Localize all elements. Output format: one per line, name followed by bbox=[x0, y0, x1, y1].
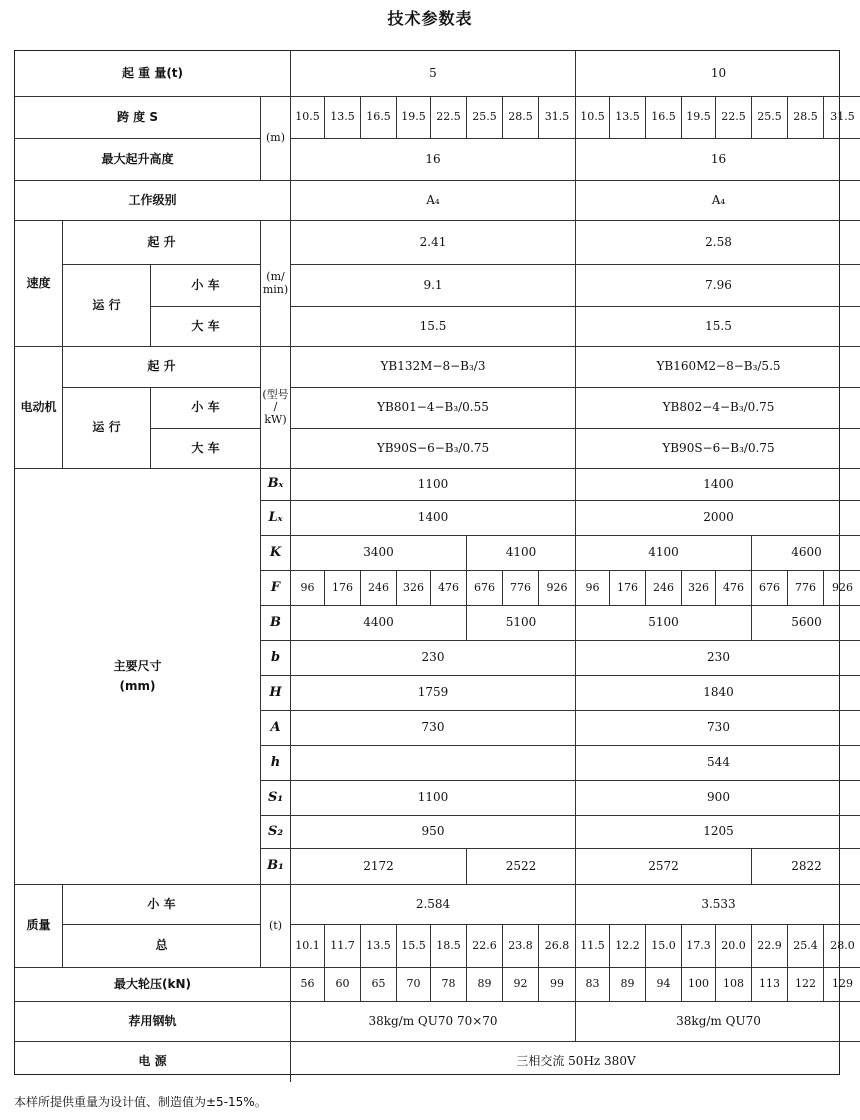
motor-travel-label: 运 行 bbox=[63, 388, 151, 469]
span-value-4: 19.5 bbox=[397, 97, 431, 139]
dim-s1-value-5t: 1100 bbox=[291, 781, 576, 816]
speed-travel-label: 运 行 bbox=[63, 265, 151, 347]
dim-f-value-8: 926 bbox=[539, 571, 576, 606]
dim-b1-value-4: 2822 bbox=[752, 849, 860, 885]
dim-k-symbol: K bbox=[261, 536, 291, 571]
dim-bx-value-5t: 1100 bbox=[291, 469, 576, 501]
max-wheel-load-value-9: 83 bbox=[576, 968, 610, 1002]
dim-b-value-5t: 230 bbox=[291, 641, 576, 676]
span-value-15: 28.5 bbox=[788, 97, 824, 139]
dim-b1-value-1: 2172 bbox=[291, 849, 467, 885]
motor-crane-label: 大 车 bbox=[151, 429, 261, 469]
rail-label: 荐用钢轨 bbox=[15, 1002, 291, 1042]
dim-f-value-2: 176 bbox=[325, 571, 361, 606]
motor-trolley-value-10t: YB802−4−B₃/0.75 bbox=[576, 388, 860, 429]
power-value: 三相交流 50Hz 380V bbox=[516, 1054, 636, 1069]
speed-unit: (m/ min) bbox=[261, 221, 291, 347]
dim-f-value-15: 776 bbox=[788, 571, 824, 606]
dim-b-value-3: 5100 bbox=[576, 606, 752, 641]
footnote: 本样所提供重量为设计值、制造值为±5-15%。 bbox=[14, 1095, 267, 1109]
span-value-12: 19.5 bbox=[682, 97, 716, 139]
span-value-9: 10.5 bbox=[576, 97, 610, 139]
mass-total-label: 总 bbox=[63, 925, 261, 968]
dim-f-value-14: 676 bbox=[752, 571, 788, 606]
dim-f-value-9: 96 bbox=[576, 571, 610, 606]
motor-hoist-label: 起 升 bbox=[63, 347, 261, 388]
mass-total-value-14: 22.9 bbox=[752, 925, 788, 968]
dim-h-symbol: h bbox=[261, 746, 291, 781]
dim-f-value-4: 326 bbox=[397, 571, 431, 606]
mass-total-value-15: 25.4 bbox=[788, 925, 824, 968]
speed-group-label: 速度 bbox=[15, 221, 63, 347]
span-value-1: 10.5 bbox=[291, 97, 325, 139]
dim-a-symbol: A bbox=[261, 711, 291, 746]
motor-crane-value-5t: YB90S−6−B₃/0.75 bbox=[291, 429, 576, 469]
mass-total-value-10: 12.2 bbox=[610, 925, 646, 968]
power-label: 电 源 bbox=[15, 1042, 291, 1082]
span-value-16: 31.5 bbox=[824, 97, 860, 139]
max-lift-height-value-5t: 16 bbox=[291, 139, 576, 181]
mass-trolley-value-10t: 3.533 bbox=[576, 885, 860, 925]
span-value-13: 22.5 bbox=[716, 97, 752, 139]
dim-f-value-13: 476 bbox=[716, 571, 752, 606]
span-value-2: 13.5 bbox=[325, 97, 361, 139]
mass-total-value-9: 11.5 bbox=[576, 925, 610, 968]
mass-total-value-3: 13.5 bbox=[361, 925, 397, 968]
speed-crane-value-10t: 15.5 bbox=[576, 307, 860, 347]
speed-trolley-value-10t: 7.96 bbox=[576, 265, 860, 307]
speed-trolley-value-5t: 9.1 bbox=[291, 265, 576, 307]
dim-s1-value-10t: 900 bbox=[576, 781, 860, 816]
dim-f-value-5: 476 bbox=[431, 571, 467, 606]
max-wheel-load-value-5: 78 bbox=[431, 968, 467, 1002]
max-wheel-load-value-2: 60 bbox=[325, 968, 361, 1002]
dim-a-value-5t: 730 bbox=[291, 711, 576, 746]
dim-s2-value-10t: 1205 bbox=[576, 816, 860, 849]
span-value-5: 22.5 bbox=[431, 97, 467, 139]
dim-k-value-4: 4600 bbox=[752, 536, 860, 571]
span-label: 跨 度 S bbox=[15, 97, 261, 139]
span-value-11: 16.5 bbox=[646, 97, 682, 139]
max-wheel-load-value-10: 89 bbox=[610, 968, 646, 1002]
dim-k-value-1: 3400 bbox=[291, 536, 467, 571]
motor-hoist-value-10t: YB160M2−8−B₃/5.5 bbox=[576, 347, 860, 388]
capacity-label: 起 重 量(t) bbox=[15, 51, 291, 97]
capacity-value-10t: 10 bbox=[576, 51, 860, 97]
mass-total-value-5: 18.5 bbox=[431, 925, 467, 968]
dim-k-value-3: 4100 bbox=[576, 536, 752, 571]
speed-hoist-value-10t: 2.58 bbox=[576, 221, 860, 265]
dim-b-symbol: B bbox=[261, 606, 291, 641]
mass-total-value-12: 17.3 bbox=[682, 925, 716, 968]
max-wheel-load-value-16: 129 bbox=[824, 968, 860, 1002]
max-wheel-load-value-4: 70 bbox=[397, 968, 431, 1002]
dim-s1-symbol: S₁ bbox=[261, 781, 291, 816]
mass-total-value-6: 22.6 bbox=[467, 925, 503, 968]
motor-group-label: 电动机 bbox=[15, 347, 63, 469]
span-value-7: 28.5 bbox=[503, 97, 539, 139]
dim-f-value-12: 326 bbox=[682, 571, 716, 606]
dim-b-value-10t: 230 bbox=[576, 641, 860, 676]
max-lift-height-label: 最大起升高度 bbox=[15, 139, 261, 181]
speed-crane-value-5t: 15.5 bbox=[291, 307, 576, 347]
dim-f-value-16: 926 bbox=[824, 571, 860, 606]
dim-h-value-10t: 544 bbox=[576, 746, 860, 781]
dim-s2-value-5t: 950 bbox=[291, 816, 576, 849]
max-lift-height-value-10t: 16 bbox=[576, 139, 860, 181]
span-value-6: 25.5 bbox=[467, 97, 503, 139]
dim-a-value-10t: 730 bbox=[576, 711, 860, 746]
dim-b-symbol: b bbox=[261, 641, 291, 676]
mass-total-value-2: 11.7 bbox=[325, 925, 361, 968]
mass-total-value-8: 26.8 bbox=[539, 925, 576, 968]
span-unit: (m) bbox=[261, 97, 291, 181]
dim-h-value-10t: 1840 bbox=[576, 676, 860, 711]
work-class-value-5t: A₄ bbox=[291, 181, 576, 221]
max-wheel-load-value-11: 94 bbox=[646, 968, 682, 1002]
max-wheel-load-value-7: 92 bbox=[503, 968, 539, 1002]
capacity-value-5t: 5 bbox=[291, 51, 576, 97]
dim-b1-value-3: 2572 bbox=[576, 849, 752, 885]
mass-total-value-13: 20.0 bbox=[716, 925, 752, 968]
dim-s2-symbol: S₂ bbox=[261, 816, 291, 849]
dim-f-value-6: 676 bbox=[467, 571, 503, 606]
max-wheel-load-value-14: 113 bbox=[752, 968, 788, 1002]
speed-hoist-value-5t: 2.41 bbox=[291, 221, 576, 265]
max-wheel-load-value-8: 99 bbox=[539, 968, 576, 1002]
span-value-3: 16.5 bbox=[361, 97, 397, 139]
dim-lx-symbol: Lₓ bbox=[261, 501, 291, 536]
dim-f-value-7: 776 bbox=[503, 571, 539, 606]
mass-trolley-label: 小 车 bbox=[63, 885, 261, 925]
dim-f-symbol: F bbox=[261, 571, 291, 606]
mass-group-label: 质量 bbox=[15, 885, 63, 968]
dim-b-value-1: 4400 bbox=[291, 606, 467, 641]
motor-trolley-value-5t: YB801−4−B₃/0.55 bbox=[291, 388, 576, 429]
max-wheel-load-value-12: 100 bbox=[682, 968, 716, 1002]
dim-f-value-11: 246 bbox=[646, 571, 682, 606]
dim-k-value-2: 4100 bbox=[467, 536, 576, 571]
dimensions-group-title: 主要尺寸 bbox=[113, 658, 162, 673]
dim-bx-symbol: Bₓ bbox=[261, 469, 291, 501]
dim-h-symbol: H bbox=[261, 676, 291, 711]
motor-hoist-value-5t: YB132M−8−B₃/3 bbox=[291, 347, 576, 388]
mass-trolley-value-5t: 2.584 bbox=[291, 885, 576, 925]
max-wheel-load-value-15: 122 bbox=[788, 968, 824, 1002]
work-class-label: 工作级别 bbox=[15, 181, 291, 221]
mass-total-value-11: 15.0 bbox=[646, 925, 682, 968]
dim-f-value-10: 176 bbox=[610, 571, 646, 606]
motor-crane-value-10t: YB90S−6−B₃/0.75 bbox=[576, 429, 860, 469]
dim-f-value-3: 246 bbox=[361, 571, 397, 606]
mass-total-value-1: 10.1 bbox=[291, 925, 325, 968]
dim-lx-value-10t: 2000 bbox=[576, 501, 860, 536]
dim-lx-value-5t: 1400 bbox=[291, 501, 576, 536]
dimensions-group-label bbox=[15, 469, 261, 885]
rail-value-5t: 38kg/m QU70 70×70 bbox=[291, 1002, 576, 1042]
max-wheel-load-value-6: 89 bbox=[467, 968, 503, 1002]
span-value-8: 31.5 bbox=[539, 97, 576, 139]
rail-value-10t: 38kg/m QU70 bbox=[576, 1002, 860, 1042]
dim-bx-value-10t: 1400 bbox=[576, 469, 860, 501]
span-value-10: 13.5 bbox=[610, 97, 646, 139]
dim-b-value-4: 5600 bbox=[752, 606, 860, 641]
motor-unit: (型号 / kW) bbox=[261, 347, 291, 469]
spec-table bbox=[14, 50, 855, 1075]
speed-trolley-label: 小 车 bbox=[151, 265, 261, 307]
max-wheel-load-label: 最大轮压(kN) bbox=[15, 968, 291, 1002]
dimensions-group-unit: (mm) bbox=[119, 678, 156, 693]
dim-b1-value-2: 2522 bbox=[467, 849, 576, 885]
dim-h-value-5t: 1759 bbox=[291, 676, 576, 711]
max-wheel-load-value-3: 65 bbox=[361, 968, 397, 1002]
dim-b1-symbol: B₁ bbox=[261, 849, 291, 885]
mass-unit: (t) bbox=[261, 885, 291, 968]
dim-f-value-1: 96 bbox=[291, 571, 325, 606]
span-value-14: 25.5 bbox=[752, 97, 788, 139]
max-wheel-load-value-13: 108 bbox=[716, 968, 752, 1002]
mass-total-value-7: 23.8 bbox=[503, 925, 539, 968]
speed-hoist-label: 起 升 bbox=[63, 221, 261, 265]
mass-total-value-16: 28.0 bbox=[824, 925, 860, 968]
speed-crane-label: 大 车 bbox=[151, 307, 261, 347]
page-title: 技术参数表 bbox=[387, 9, 473, 28]
max-wheel-load-value-1: 56 bbox=[291, 968, 325, 1002]
dim-b-value-2: 5100 bbox=[467, 606, 576, 641]
dim-h-value-5t bbox=[291, 746, 576, 781]
motor-trolley-label: 小 车 bbox=[151, 388, 261, 429]
mass-total-value-4: 15.5 bbox=[397, 925, 431, 968]
work-class-value-10t: A₄ bbox=[576, 181, 860, 221]
